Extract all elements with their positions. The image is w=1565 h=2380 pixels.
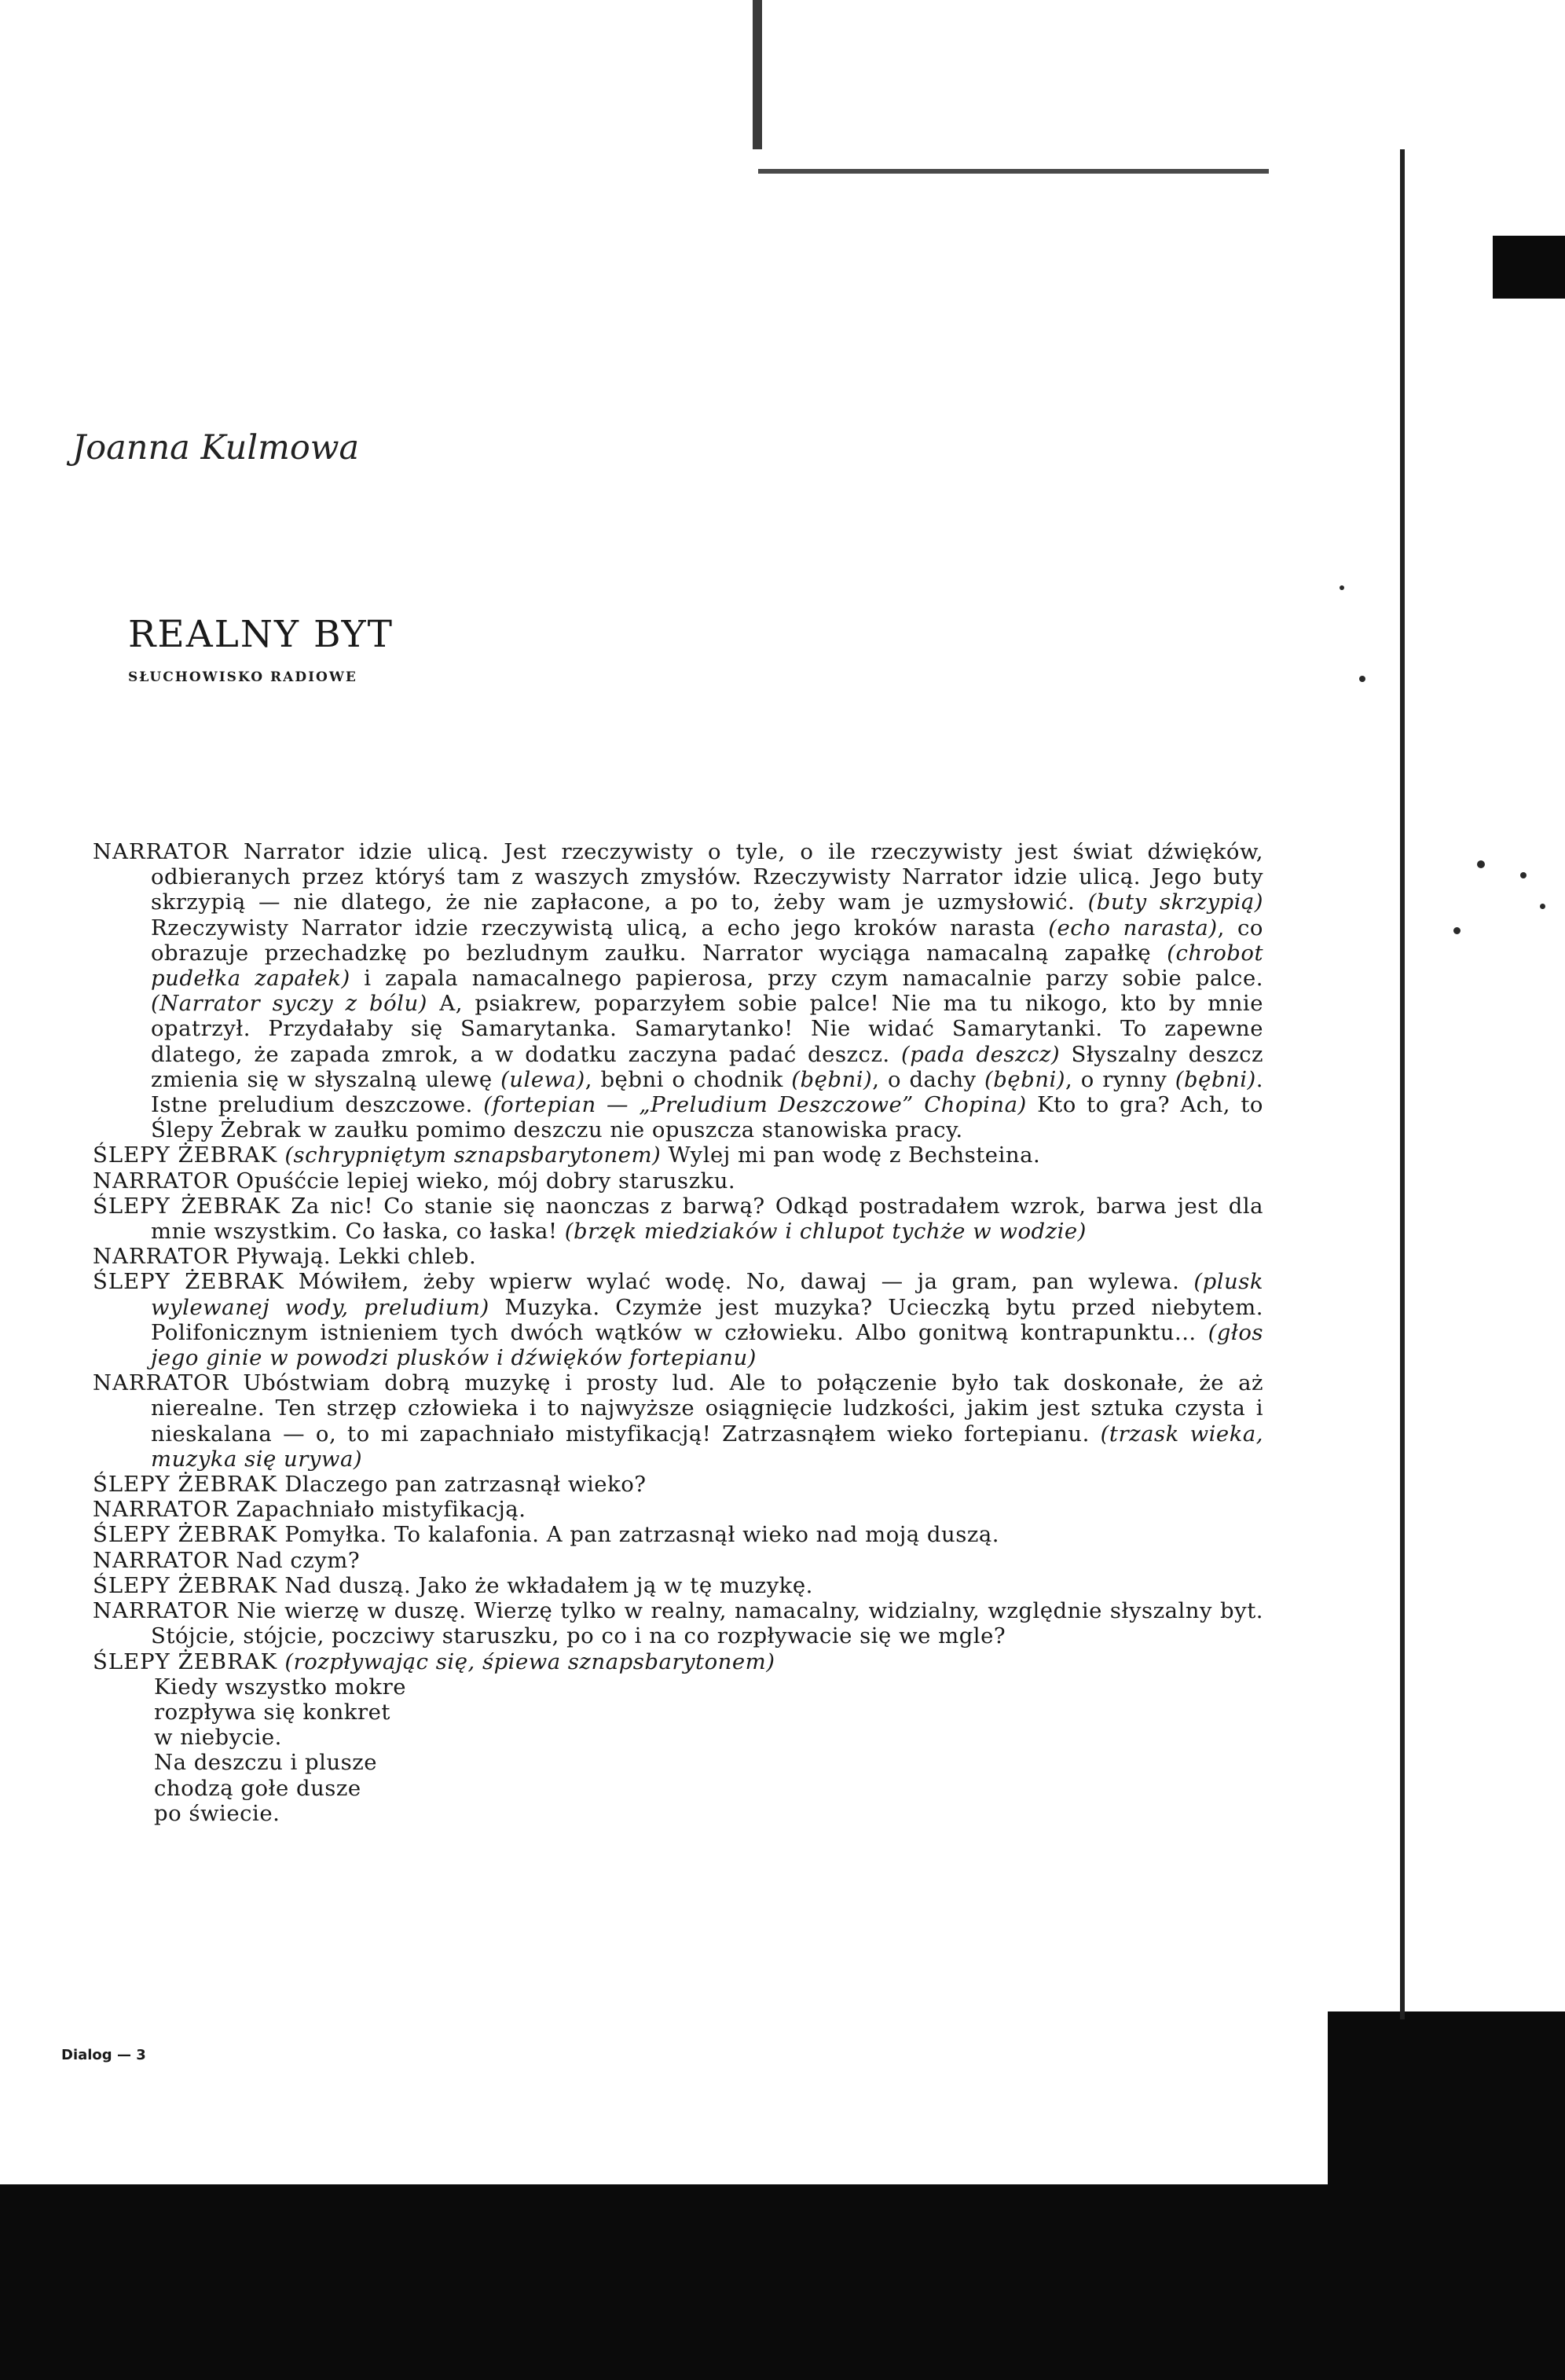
stage-direction: (chrobot pudełka zapałek) [151,940,1263,992]
stage-direction: (buty skrzypią) [1087,889,1263,915]
scan-speck [1359,676,1365,682]
spoken-line: Muzyka. Czymże jest muzyka? Ucieczką bytu przed niebytem. Polifonicznym istnieniem tych dwóch wątków w człowieku. Albo gonitwą kontrapunktu... [151,1294,1263,1345]
dialogue-entry [93,1497,1263,1522]
dialogue-entry [93,1573,1263,1598]
dialogue-entry [93,1142,1263,1168]
spoken-line: Słyszalny deszcz zmienia się w słyszalną ulewę [151,1041,1263,1092]
scan-speck [1540,904,1545,909]
scan-edge-right [1400,149,1405,2019]
dialogue-entry [93,1548,1263,1573]
stage-direction: (bębni) [791,1066,873,1092]
scan-shadow-right [1328,2011,1565,2192]
spoken-line: Rzeczywisty Narrator idzie rzeczywistą ulicą, a echo jego kroków narasta [151,915,1049,941]
dialogue-entry [93,1244,1263,1269]
scan-speck [1340,585,1344,590]
spoken-line: Nie wierzę w duszę. Wierzę tylko w realny, namacalny, widzialny, względnie słyszalny byt. Stójcie, stójcie, poczciwy staruszku, po co i na co rozpływacie się we mgle? [151,1598,1263,1649]
spoken-line: . Istne preludium deszczowe. [151,1066,1263,1118]
song-lyrics [93,1674,1263,1826]
spoken-line: , o dachy [872,1066,985,1092]
scan-shadow-bottom [0,2184,1565,2380]
spoken-line: Nad duszą. Jako że wkładałem ją w tę muzykę. [284,1572,813,1598]
scan-speck [1520,872,1527,878]
play-title: REALNY BYT [128,613,394,656]
stage-direction: (bębni) [1175,1066,1256,1092]
scan-block-right [1493,236,1565,299]
author-name: Joanna Kulmowa [72,428,360,468]
poem-line: Kiedy wszystko mokre [154,1674,407,1700]
poem-line: rozpływa się konkret [154,1699,390,1725]
dialogue-entry [93,1269,1263,1370]
speaker-name: NARRATOR [93,1244,229,1270]
stage-direction: (ulewa) [500,1066,585,1092]
speaker-name: ŚLEPY ŻEBRAK [93,1193,281,1219]
stage-direction: (bębni) [984,1066,1065,1092]
spoken-line: Mówiłem, żeby wpierw wylać wodę. No, dawaj — ja gram, pan wylewa. [298,1269,1194,1295]
spoken-line: Dlaczego pan zatrzasnął wieko? [284,1472,647,1498]
spoken-line: Pływają. Lekki chleb. [236,1244,477,1270]
play-subtitle: SŁUCHOWISKO RADIOWE [128,669,357,685]
stage-direction: (głos jego ginie w powodzi plusków i dźwięków fortepianu) [151,1319,1263,1371]
scan-speck [1453,927,1461,934]
dialogue-entry [93,1472,1263,1497]
stage-direction: (trzask wieka, muzyka się urywa) [151,1421,1263,1472]
spoken-line: , co obrazuje przechadzkę po bezludnym zaułku. Narrator wyciąga namacalną zapałkę [151,915,1263,966]
dialogue-entry [93,839,1263,1142]
dialogue-entry [93,1194,1263,1244]
dialogue-entry [93,1522,1263,1547]
stage-direction: (pada deszcz) [901,1041,1061,1067]
spoken-line: , bębni o chodnik [585,1066,792,1092]
speaker-name: NARRATOR [93,1168,229,1194]
speaker-name: NARRATOR [93,1598,229,1624]
speaker-name: ŚLEPY ŻEBRAK [93,1522,278,1548]
stage-direction: (schrypniętym sznapsbarytonem) [284,1142,662,1168]
spoken-line: Ubóstwiam dobrą muzykę i prosty lud. Ale to połączenie było tak doskonałe, że aż nierealne. Ten strzęp człowieka i to najwyższe osiągnięcie ludzkości, jakim jest sztuka czysta i nieskalana — o, to mi zapachniało mistyfikacją! Zatrzasnąłem wieko fortepianu. [151,1370,1263,1447]
speaker-name: ŚLEPY ŻEBRAK [93,1572,278,1598]
stage-direction: (fortepian — „Preludium Deszczowe” Chopina) [483,1092,1027,1118]
spoken-line: i zapala namacalnego papierosa, przy czym namacalnie parzy sobie palce. [350,966,1263,992]
stage-direction: (brzęk miedziaków i chlupot tychże w wodzie) [564,1219,1087,1245]
spoken-line: Za nic! Co stanie się naonczas z barwą? Odkąd postradałem wzrok, barwa jest dla mnie wszystkim. Co łaska, co łaska! [151,1193,1264,1245]
speaker-name: NARRATOR [93,839,229,864]
speaker-name: ŚLEPY ŻEBRAK [93,1648,278,1674]
speaker-name: NARRATOR [93,1370,229,1396]
stage-direction: (Narrator syczy z bólu) [151,991,427,1017]
spoken-line: Pomyłka. To kalafonia. A pan zatrzasnął wieko nad moją duszą. [284,1522,999,1548]
speaker-name: ŚLEPY ŻEBRAK [93,1269,284,1295]
stage-direction: (plusk wylewanej wody, preludium) [151,1269,1263,1320]
scan-bar-top [753,0,762,149]
spoken-line: Narrator idzie ulicą. Jest rzeczywisty o tyle, o ile rzeczywisty jest świat dźwięków, odbieranych przez któryś tam z waszych zmysłów. Rzeczywisty Narrator idzie ulicą. Jego buty skrzypią — nie dlatego, że nie zapłacone, a po to, żeby wam je uzmysłowić. [151,839,1263,915]
dialogue-entry [93,1598,1263,1648]
play-text [93,839,1263,1826]
spoken-line: , o rynny [1065,1066,1175,1092]
speaker-name: NARRATOR [93,1547,229,1573]
scan-speck [1477,860,1485,868]
dialogue [93,839,1263,1674]
poem-line: chodzą gołe dusze [154,1775,361,1801]
spoken-line: Zapachniało mistyfikacją. [236,1497,526,1523]
spoken-line: Kto to gra? Ach, to Ślepy Żebrak w zaułku pomimo deszczu nie opuszcza stanowiska pracy. [151,1092,1263,1143]
spoken-line: A, psiakrew, poparzyłem sobie palce! Nie ma tu nikogo, kto by mnie opatrzył. Przydałaby się Samarytanka. Samarytanko! Nie widać Samarytanki. To zapewne dlatego, że zapada zmrok, a w dodatku zaczyna padać deszcz. [151,991,1263,1067]
speaker-name: ŚLEPY ŻEBRAK [93,1142,278,1168]
stage-direction: (rozpływając się, śpiewa sznapsbarytonem) [284,1648,775,1674]
poem-line: po świecie. [154,1800,280,1826]
spoken-line: Opuśćcie lepiej wieko, mój dobry staruszku. [236,1168,736,1194]
scan-line-top [758,169,1269,174]
poem-line: Na deszczu i plusze [154,1750,378,1776]
stage-direction: (echo narasta) [1048,915,1218,941]
page-footer: Dialog — 3 [61,2047,146,2063]
speaker-name: NARRATOR [93,1497,229,1523]
dialogue-entry [93,1370,1263,1472]
poem-line: w niebycie. [154,1725,282,1751]
speaker-name: ŚLEPY ŻEBRAK [93,1472,278,1498]
dialogue-entry [93,1649,1263,1674]
dialogue-entry [93,1168,1263,1194]
spoken-line: Wylej mi pan wodę z Bechsteina. [661,1142,1041,1168]
spoken-line: Nad czym? [236,1547,361,1573]
